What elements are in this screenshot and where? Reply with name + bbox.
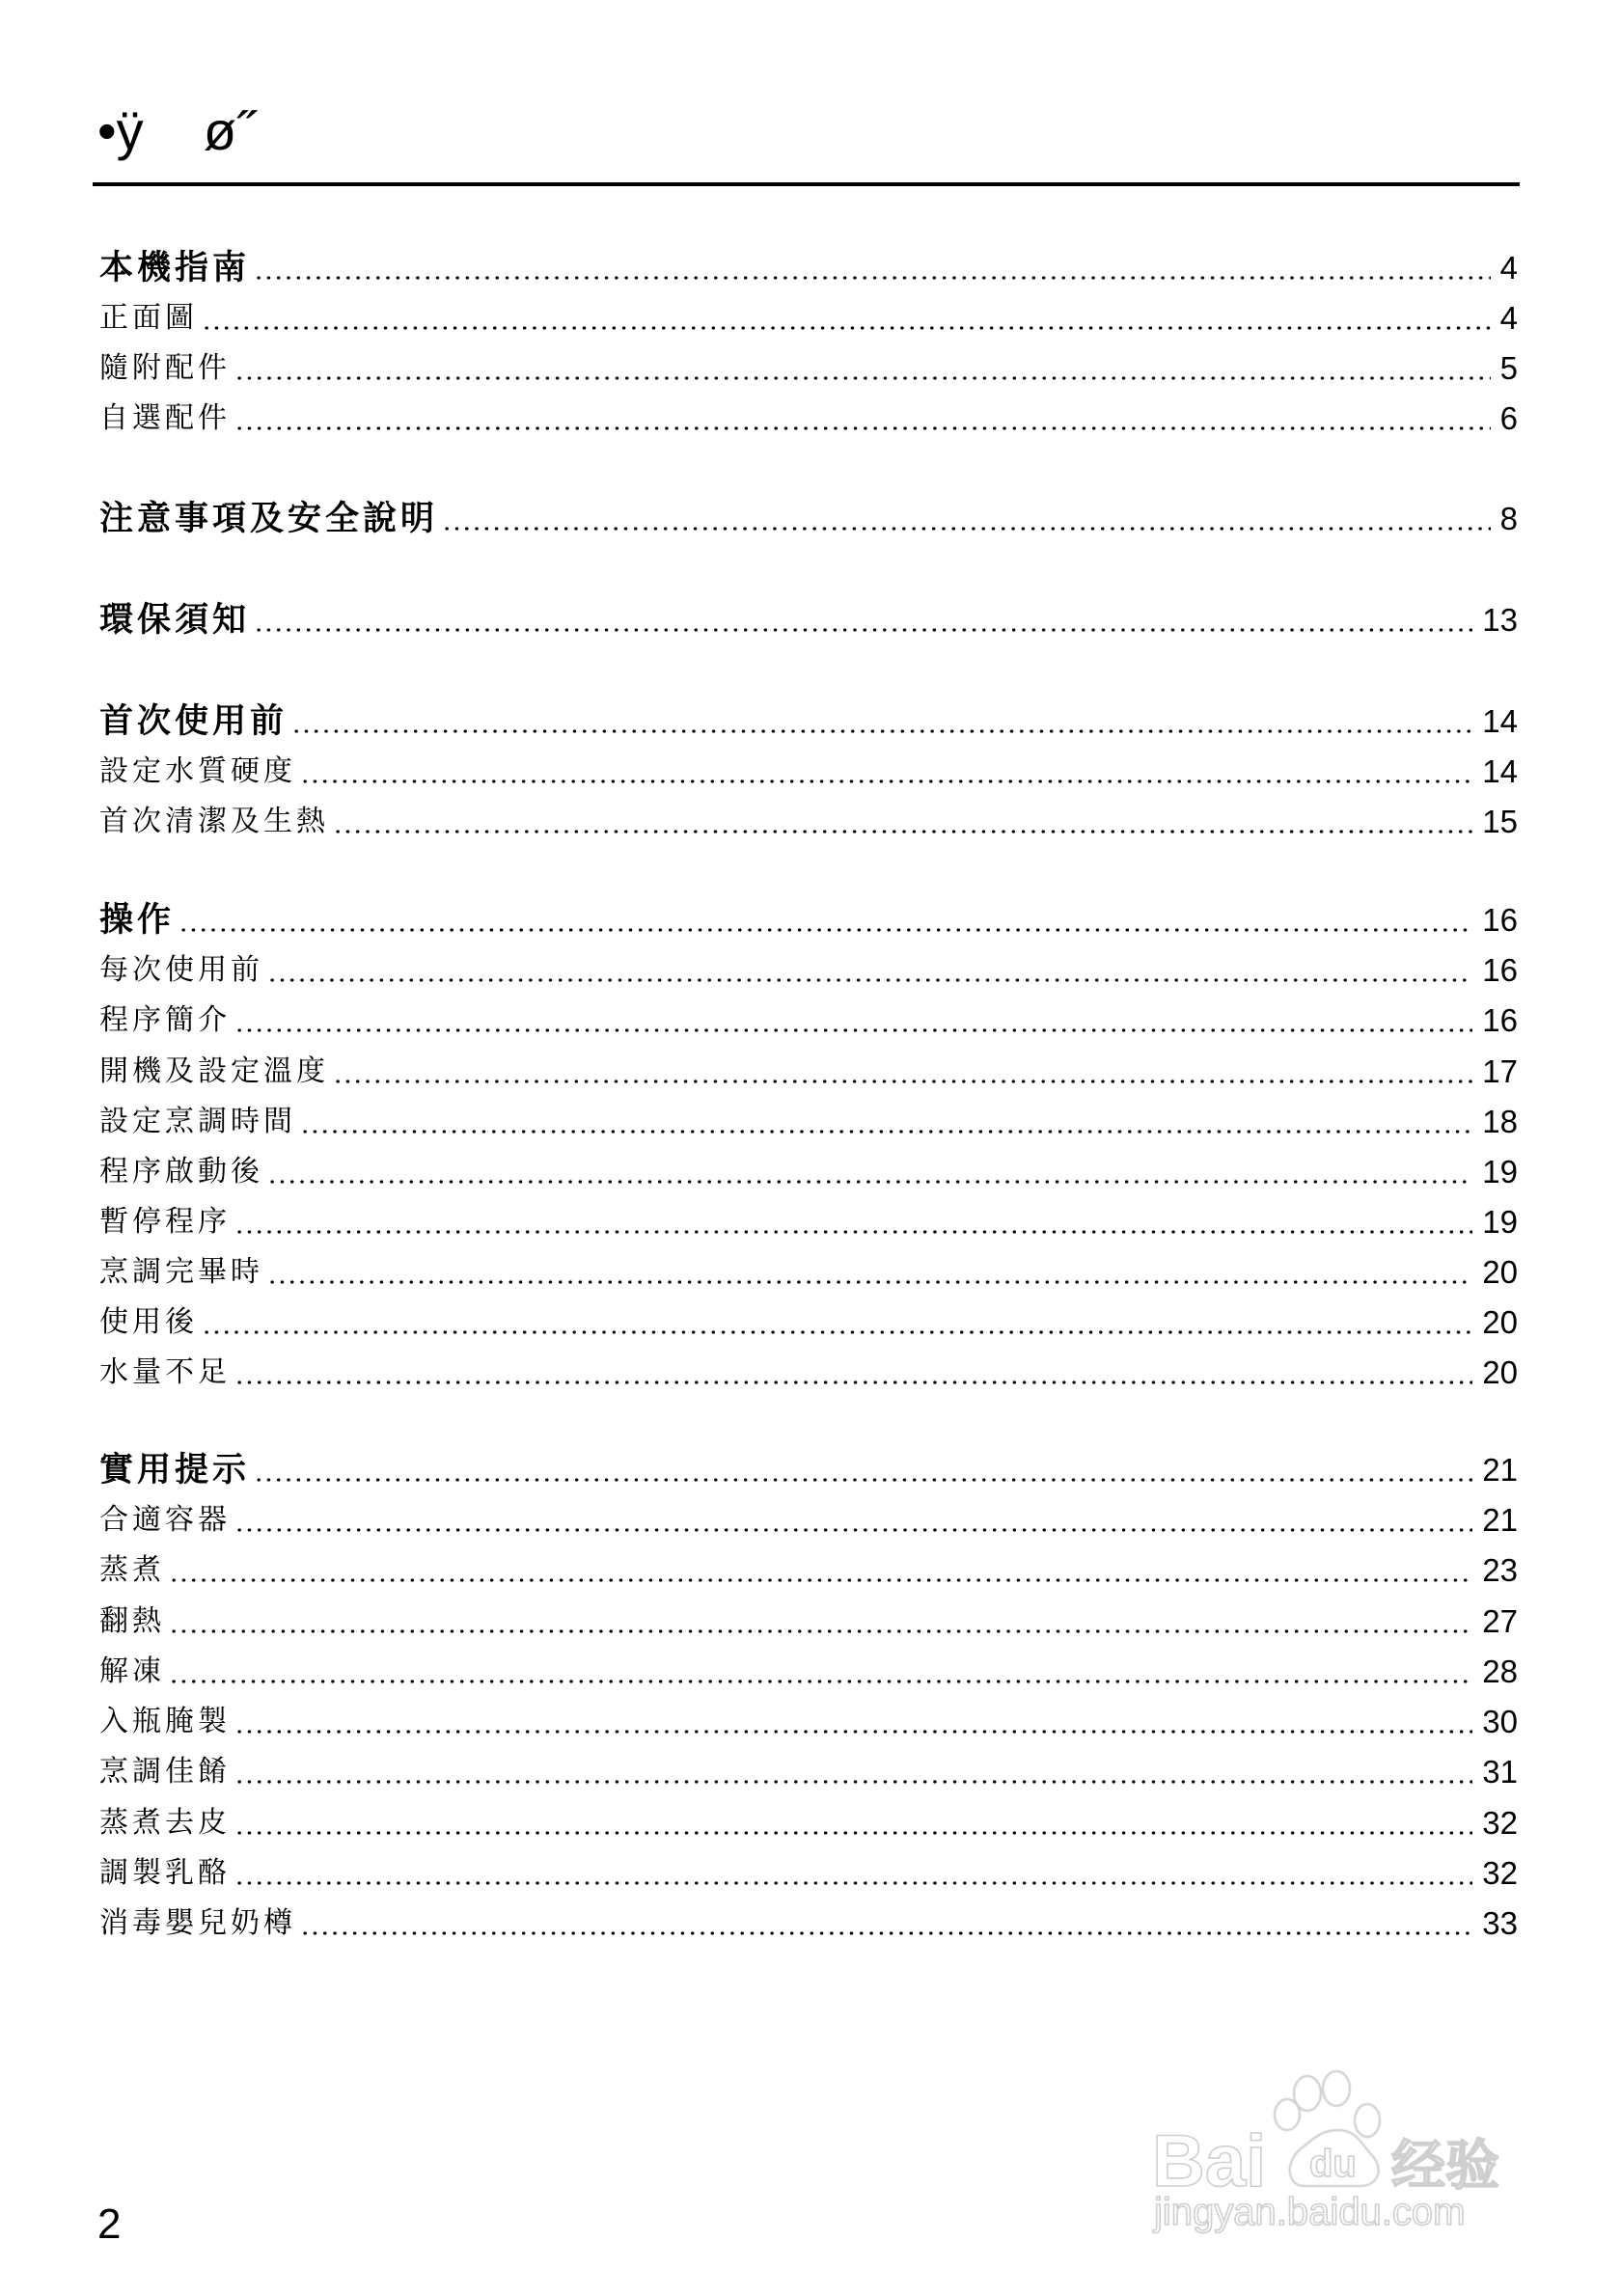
toc-page-number: 32	[1482, 1855, 1518, 1891]
toc-entry-label: 蒸煮去皮	[99, 1806, 231, 1840]
toc-page-number: 19	[1482, 1204, 1518, 1240]
dot-leader	[333, 1080, 1472, 1083]
toc-entry[interactable]	[99, 1602, 1518, 1641]
toc-entry-label: 使用後	[99, 1305, 198, 1339]
page-title: •ÿ ø˝	[97, 100, 255, 161]
toc-entry-label: 消毒嬰兒奶樽	[99, 1906, 296, 1940]
dot-leader	[234, 1831, 1472, 1835]
toc-entry[interactable]	[99, 1052, 1518, 1091]
toc-page-number: 16	[1482, 902, 1518, 938]
toc-page-number: 16	[1482, 1002, 1518, 1038]
toc-entry[interactable]	[99, 1153, 1518, 1191]
toc-section-heading[interactable]	[99, 702, 1518, 741]
dot-leader	[291, 729, 1472, 733]
toc-entry[interactable]	[99, 1551, 1518, 1590]
toc-entry-label: 正面圖	[99, 301, 198, 335]
toc-entry-label: 設定水質硬度	[99, 754, 296, 788]
toc-page-number: 6	[1499, 400, 1518, 436]
toc-entry[interactable]	[99, 1203, 1518, 1242]
toc-page-number: 30	[1482, 1704, 1518, 1739]
dot-leader	[169, 1680, 1472, 1683]
dot-leader	[254, 628, 1472, 632]
toc-entry-label: 入瓶腌製	[99, 1705, 231, 1738]
toc-entry-label: 烹調完畢時	[99, 1255, 263, 1289]
dot-leader	[254, 1478, 1472, 1482]
dot-leader	[179, 928, 1472, 932]
toc-entry-label: 水量不足	[99, 1355, 231, 1389]
toc-section-heading[interactable]	[99, 1451, 1518, 1490]
title-divider	[93, 182, 1520, 186]
toc-entry-label: 程序簡介	[99, 1003, 231, 1037]
toc-entry[interactable]	[99, 1001, 1518, 1040]
toc-page-number: 31	[1482, 1754, 1518, 1790]
dot-leader	[333, 830, 1472, 834]
toc-entry[interactable]	[99, 1904, 1518, 1943]
toc-entry[interactable]	[99, 399, 1518, 438]
dot-leader	[300, 1931, 1472, 1935]
toc-entry[interactable]	[99, 803, 1518, 841]
toc-entry[interactable]	[99, 349, 1518, 388]
toc-entry[interactable]	[99, 1753, 1518, 1791]
dot-leader	[234, 1881, 1472, 1885]
toc-entry-label: 暫停程序	[99, 1205, 231, 1239]
dot-leader	[234, 1780, 1472, 1784]
dot-leader	[234, 376, 1491, 380]
baidu-watermark	[1150, 2053, 1523, 2236]
dot-leader	[267, 978, 1472, 982]
toc-entry-label: 烹調佳餚	[99, 1755, 231, 1789]
toc-page-number: 15	[1482, 804, 1518, 839]
toc-entry[interactable]	[99, 1653, 1518, 1691]
toc-entry[interactable]	[99, 1103, 1518, 1141]
dot-leader	[254, 276, 1491, 280]
svg-text:du: du	[1309, 2143, 1357, 2185]
svg-text:经验: 经验	[1391, 2135, 1499, 2198]
toc-entry-label: 每次使用前	[99, 953, 263, 987]
toc-entry-label: 注意事項及安全說明	[99, 500, 439, 538]
toc-entry[interactable]	[99, 1253, 1518, 1292]
toc-entry-label: 操作	[99, 901, 176, 940]
toc-page-number: 28	[1482, 1654, 1518, 1689]
toc-entry[interactable]	[99, 1804, 1518, 1843]
toc-entry-label: 調製乳酪	[99, 1856, 231, 1890]
svg-text:Bai: Bai	[1152, 2120, 1267, 2202]
toc-page-number: 23	[1482, 1552, 1518, 1588]
toc-page-number: 14	[1482, 703, 1518, 739]
toc-page-number: 19	[1482, 1154, 1518, 1189]
toc-entry[interactable]	[99, 1854, 1518, 1893]
toc-entry-label: 設定烹調時間	[99, 1105, 296, 1138]
toc-entry-label: 首次使用前	[99, 702, 288, 741]
toc-page-number: 4	[1499, 300, 1518, 336]
dot-leader	[202, 326, 1491, 330]
toc-entry-label: 解凍	[99, 1654, 165, 1688]
dot-leader	[234, 1380, 1472, 1384]
toc-page-number: 32	[1482, 1805, 1518, 1841]
toc-page-number: 27	[1482, 1603, 1518, 1639]
toc-page-number: 13	[1482, 602, 1518, 638]
toc-entry[interactable]	[99, 1501, 1518, 1540]
toc-page-number: 16	[1482, 952, 1518, 988]
dot-leader	[234, 1730, 1472, 1734]
toc-entry-label: 程序啟動後	[99, 1155, 263, 1189]
toc-entry-label: 自選配件	[99, 401, 231, 435]
dot-leader	[169, 1629, 1472, 1633]
toc-section-heading[interactable]	[99, 601, 1518, 640]
dot-leader	[234, 1528, 1472, 1532]
dot-leader	[234, 1028, 1472, 1032]
toc-page-number: 8	[1499, 501, 1518, 536]
toc-page-number: 5	[1499, 350, 1518, 386]
toc-entry-label: 開機及設定溫度	[99, 1054, 329, 1088]
toc-entry-label: 首次清潔及生熱	[99, 805, 329, 838]
toc-section-heading[interactable]	[99, 249, 1518, 287]
toc-section-heading[interactable]	[99, 500, 1518, 538]
toc-page-number: 18	[1482, 1104, 1518, 1139]
toc-page-number: 21	[1482, 1452, 1518, 1488]
dot-leader	[300, 779, 1472, 783]
page-number: 2	[97, 2200, 122, 2248]
toc-entry[interactable]	[99, 1303, 1518, 1342]
toc-entry-label: 合適容器	[99, 1503, 231, 1537]
dot-leader	[300, 1130, 1472, 1134]
dot-leader	[267, 1180, 1472, 1184]
toc-page-number: 20	[1482, 1304, 1518, 1340]
dot-leader	[267, 1280, 1472, 1284]
toc-page-number: 20	[1482, 1254, 1518, 1290]
toc-entry[interactable]	[99, 299, 1518, 338]
toc-page-number: 17	[1482, 1053, 1518, 1089]
toc-page-number: 14	[1482, 753, 1518, 789]
toc-entry-label: 實用提示	[99, 1451, 251, 1490]
dot-leader	[234, 426, 1491, 430]
toc-entry-label: 環保須知	[99, 601, 251, 640]
dot-leader	[234, 1230, 1472, 1234]
baidu-paw-logo-icon	[1150, 2053, 1523, 2236]
toc-page-number: 21	[1482, 1502, 1518, 1538]
toc-entry-label: 本機指南	[99, 249, 251, 287]
dot-leader	[442, 527, 1491, 531]
toc-section-heading[interactable]	[99, 901, 1518, 940]
dot-leader	[169, 1578, 1472, 1582]
toc-entry-label: 翻熱	[99, 1604, 165, 1638]
toc-entry[interactable]	[99, 752, 1518, 791]
dot-leader	[202, 1330, 1472, 1334]
svg-text:jingyan.baidu.com: jingyan.baidu.com	[1154, 2191, 1466, 2233]
toc-entry[interactable]	[99, 1703, 1518, 1741]
toc-entry-label: 蒸煮	[99, 1553, 165, 1587]
toc-page-number: 20	[1482, 1354, 1518, 1390]
toc-entry-label: 隨附配件	[99, 351, 231, 385]
toc-page-number: 33	[1482, 1905, 1518, 1941]
toc-entry[interactable]	[99, 951, 1518, 990]
toc-page-number: 4	[1499, 250, 1518, 286]
toc-entry[interactable]	[99, 1353, 1518, 1392]
